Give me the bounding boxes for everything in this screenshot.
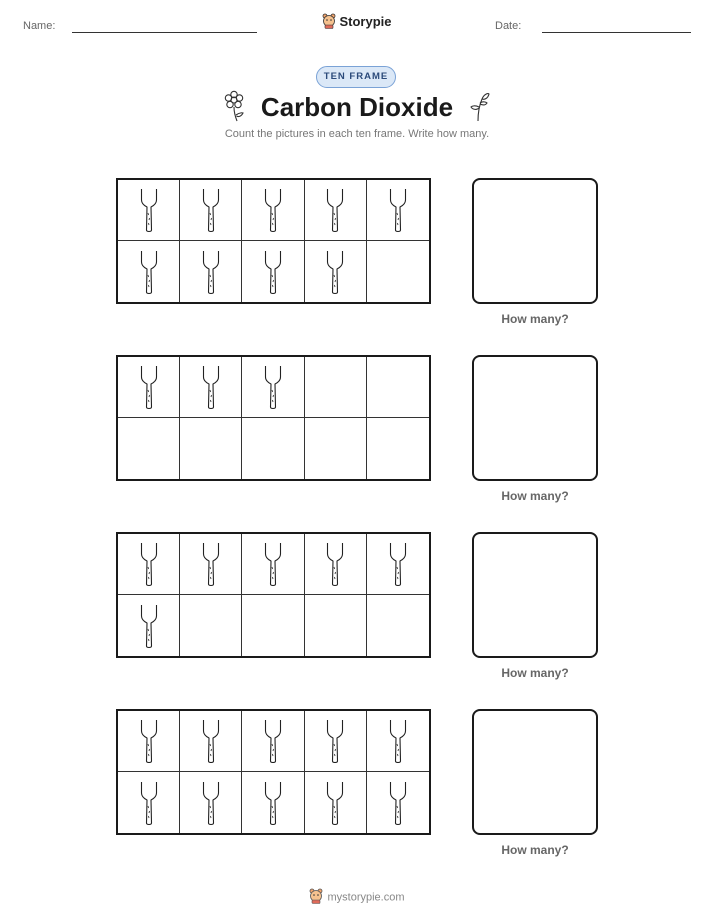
frame-cell [367,772,429,833]
fork-icon [389,187,407,233]
date-label: Date: [495,20,522,32]
fork-icon [389,718,407,764]
answer-box[interactable] [472,709,598,835]
frame-cell [367,534,429,595]
sprout-icon [470,92,490,127]
fork-icon [264,249,282,295]
mascot-icon [309,888,323,907]
frame-cell [305,241,367,302]
frame-cell [118,357,180,418]
page-title: Carbon Dioxide [260,92,454,122]
ten-frame [116,709,431,835]
frame-cell [118,418,180,479]
fork-icon [264,187,282,233]
brand-logo [0,13,714,32]
frame-cell [367,711,429,772]
fork-icon [389,541,407,587]
frame-cell [367,595,429,656]
frame-cell [242,534,304,595]
frame-cell [118,534,180,595]
fork-icon [264,541,282,587]
ten-frame-badge: TEN FRAME [316,66,396,88]
instructions: Count the pictures in each ten frame. Write how many. [224,128,490,140]
frame-cell [305,711,367,772]
fork-icon [389,780,407,826]
frame-cell [242,595,304,656]
fork-icon [202,780,220,826]
frame-cell [118,241,180,302]
frame-cell [367,418,429,479]
how-many-label: How many? [501,489,569,503]
fork-icon [140,718,158,764]
frame-cell [367,180,429,241]
brand-name: Storypie [339,13,392,29]
frame-cell [118,711,180,772]
frame-cell [180,772,242,833]
fork-icon [202,187,220,233]
fork-icon [264,364,282,410]
answer-box[interactable] [472,178,598,304]
fork-icon [140,541,158,587]
frame-cell [118,772,180,833]
frame-cell [305,418,367,479]
frame-cell [180,357,242,418]
fork-icon [202,249,220,295]
fork-icon [326,249,344,295]
frame-cell [305,180,367,241]
fork-icon [264,718,282,764]
fork-icon [140,603,158,649]
fork-icon [140,780,158,826]
name-line[interactable] [72,32,257,33]
ten-frame [116,178,431,304]
frame-cell [180,180,242,241]
how-many-label: How many? [501,843,569,857]
frame-cell [242,772,304,833]
frame-cell [367,241,429,302]
frame-cell [242,180,304,241]
fork-icon [326,718,344,764]
frame-cell [180,418,242,479]
fork-icon [202,718,220,764]
fork-icon [140,187,158,233]
fork-icon [326,187,344,233]
frame-cell [242,241,304,302]
ten-frame [116,532,431,658]
frame-cell [180,595,242,656]
footer [0,888,714,907]
ten-frame [116,355,431,481]
frame-cell [305,357,367,418]
fork-icon [140,364,158,410]
frame-cell [242,418,304,479]
date-line[interactable] [542,32,691,33]
name-label: Name: [23,20,56,32]
fork-icon [140,249,158,295]
frame-cell [367,357,429,418]
frame-cell [305,534,367,595]
frame-cell [305,595,367,656]
fork-icon [264,780,282,826]
frame-cell [180,534,242,595]
fork-icon [326,541,344,587]
fork-icon [202,541,220,587]
fork-icon [326,780,344,826]
answer-box[interactable] [472,355,598,481]
fork-icon [202,364,220,410]
frame-cell [305,772,367,833]
frame-cell [180,241,242,302]
frame-cell [242,357,304,418]
mascot-icon [322,13,336,32]
answer-box[interactable] [472,532,598,658]
frame-cell [242,711,304,772]
footer-url: mystorypie.com [327,891,405,904]
frame-cell [118,595,180,656]
frame-cell [118,180,180,241]
how-many-label: How many? [501,312,569,326]
how-many-label: How many? [501,666,569,680]
frame-cell [180,711,242,772]
